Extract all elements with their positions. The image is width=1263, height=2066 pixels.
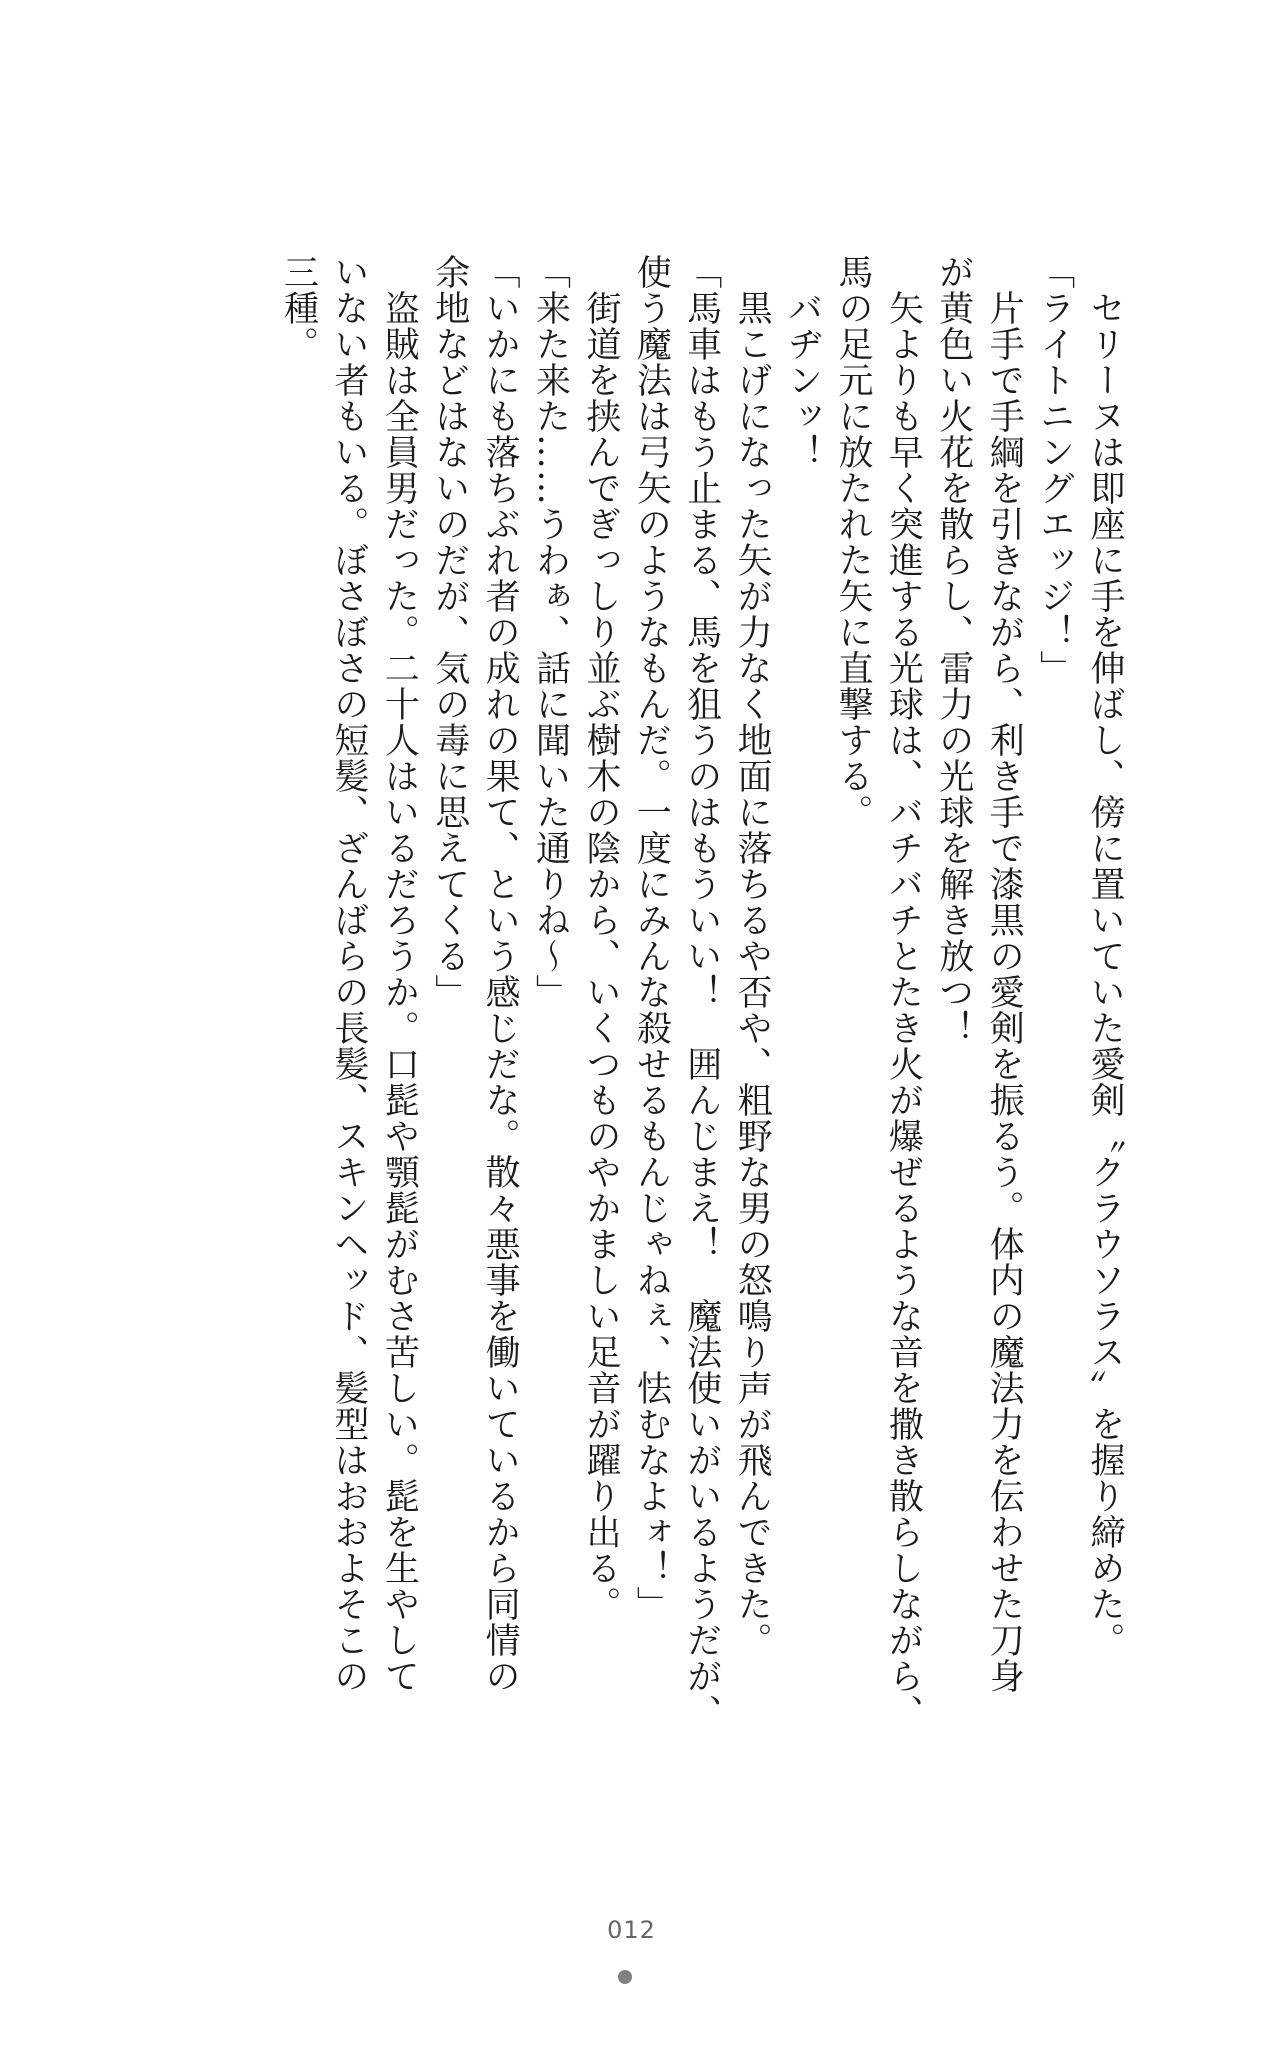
text-line: 黒こげになった矢が力なく地面に落ちるや否や、粗野な男の怒鳴り声が飛んできた。 [732, 254, 773, 1658]
text-line: 三種。 [278, 254, 319, 362]
text-line: 余地などはないのだが、気の毒に思えてくる」 [429, 254, 470, 1010]
text-line: 「馬車はもう止まる、馬を狙うのはもういい！ 囲んじまえ！ 魔法使いがいるようだが、 [681, 254, 722, 1730]
text-line: 矢よりも早く突進する光球は、バチバチとたき火が爆ぜるような音を撒き散らしながら、 [883, 254, 924, 1730]
text-line: セリーヌは即座に手を伸ばし、傍に置いていた愛剣〝クラウソラス〟を握り締めた。 [1085, 254, 1125, 1658]
text-line: 馬の足元に放たれた矢に直撃する。 [832, 254, 873, 830]
text-line: バヂンッ！ [782, 254, 823, 470]
text-line: 片手で手綱を引きながら、利き手で漆黒の愛剣を振るう。体内の魔法力を伝わせた刀身 [984, 254, 1025, 1694]
text-line: いない者もいる。ぼさぼさの短髪、ざんばらの長髪、スキンヘッド、髪型はおおよそこの [328, 254, 369, 1694]
page-number: 012 [607, 1916, 656, 1944]
text-line: が黄色い火花を散らし、雷力の光球を解き放つ！ [933, 254, 974, 1046]
text-line: 「ライトニングエッジ！」 [1034, 254, 1075, 686]
text-line: 街道を挟んでぎっしり並ぶ樹木の陰から、いくつものやかましい足音が躍り出る。 [580, 254, 621, 1622]
text-line: 盗賊は全員男だった。二十人はいるだろうか。口髭や顎髭がむさ苦しい。髭を生やして [379, 254, 420, 1694]
text-line: 「いかにも落ちぶれ者の成れの果て、という感じだな。散々悪事を働いているから同情の [480, 254, 521, 1694]
vertical-text-block [200, 254, 1130, 1774]
text-line: 「来た来た……うわぁ、話に聞いた通りね～」 [530, 254, 571, 1010]
text-line: 使う魔法は弓矢のようなもんだ。一度にみんな殺せるもんじゃねぇ、怯むなよォ！」 [631, 254, 672, 1622]
page-marker-dot [618, 1970, 632, 1984]
